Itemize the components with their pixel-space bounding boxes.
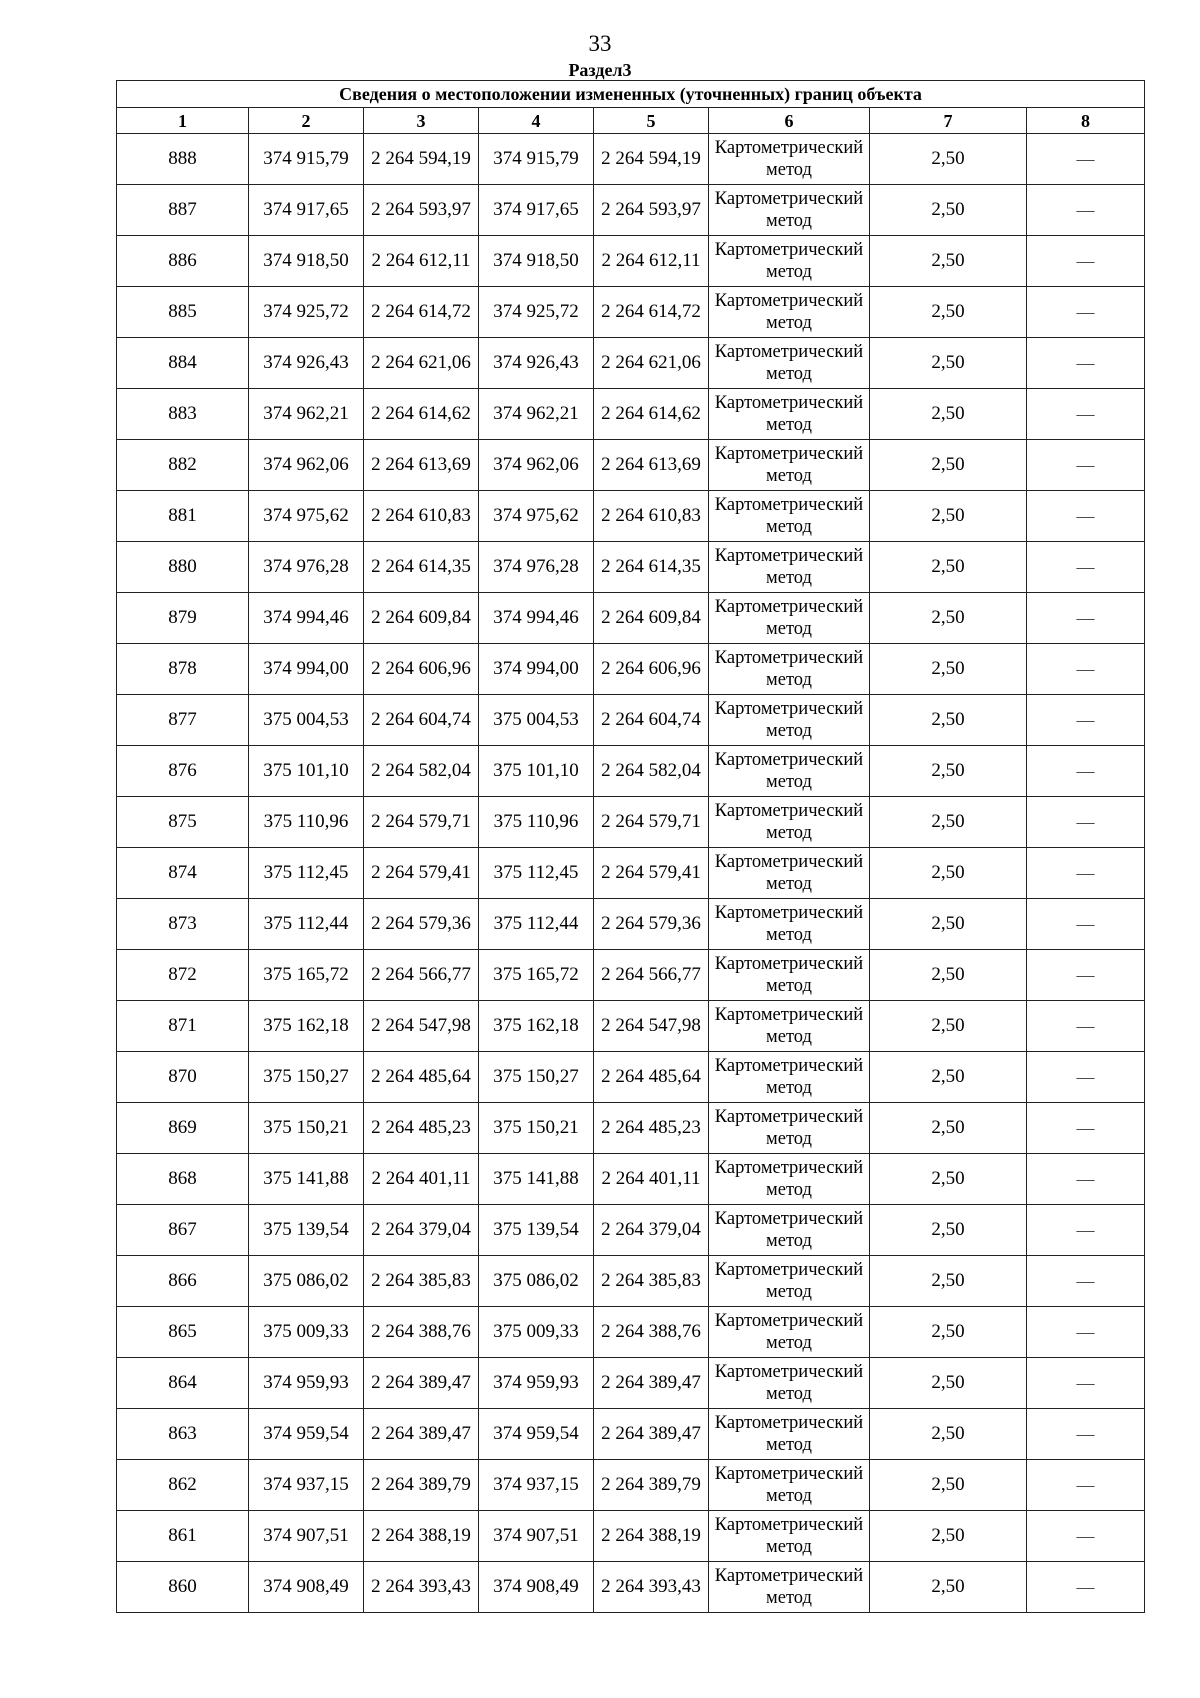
- table-row: [117, 746, 1145, 797]
- accuracy-cell: 2,50: [870, 338, 1027, 389]
- y-refined-cell: 2 264 579,41: [594, 848, 709, 899]
- x-existing-cell: 374 975,62: [249, 491, 364, 542]
- y-existing-cell: 2 264 594,19: [364, 134, 479, 185]
- table-row: [117, 1460, 1145, 1511]
- method-cell: Картометрический метод: [709, 746, 870, 797]
- method-cell: Картометрический метод: [709, 797, 870, 848]
- x-existing-cell: 375 086,02: [249, 1256, 364, 1307]
- table-row: [117, 1205, 1145, 1256]
- x-existing-cell: 374 907,51: [249, 1511, 364, 1562]
- table-row: [117, 338, 1145, 389]
- x-refined-cell: 375 165,72: [479, 950, 594, 1001]
- method-cell: Картометрический метод: [709, 1409, 870, 1460]
- accuracy-cell: 2,50: [870, 644, 1027, 695]
- point-number-cell: 873: [117, 899, 249, 950]
- table-row: [117, 440, 1145, 491]
- x-existing-cell: 375 165,72: [249, 950, 364, 1001]
- accuracy-cell: 2,50: [870, 1409, 1027, 1460]
- section-title: Раздел3: [568, 60, 632, 80]
- description-cell: —: [1027, 644, 1145, 695]
- y-refined-cell: 2 264 393,43: [594, 1562, 709, 1613]
- table-caption-row: [117, 81, 1145, 108]
- table-row: [117, 491, 1145, 542]
- y-existing-cell: 2 264 621,06: [364, 338, 479, 389]
- method-cell: Картометрический метод: [709, 491, 870, 542]
- y-refined-cell: 2 264 379,04: [594, 1205, 709, 1256]
- y-existing-cell: 2 264 579,71: [364, 797, 479, 848]
- method-cell: Картометрический метод: [709, 695, 870, 746]
- x-refined-cell: 374 917,65: [479, 185, 594, 236]
- method-cell: Картометрический метод: [709, 389, 870, 440]
- method-cell: Картометрический метод: [709, 593, 870, 644]
- x-refined-cell: 375 141,88: [479, 1154, 594, 1205]
- x-existing-cell: 374 959,93: [249, 1358, 364, 1409]
- y-refined-cell: 2 264 485,23: [594, 1103, 709, 1154]
- method-cell: Картометрический метод: [709, 440, 870, 491]
- x-refined-cell: 375 112,44: [479, 899, 594, 950]
- description-cell: —: [1027, 1562, 1145, 1613]
- y-existing-cell: 2 264 389,79: [364, 1460, 479, 1511]
- point-number-cell: 877: [117, 695, 249, 746]
- x-existing-cell: 374 908,49: [249, 1562, 364, 1613]
- x-refined-cell: 374 925,72: [479, 287, 594, 338]
- y-existing-cell: 2 264 610,83: [364, 491, 479, 542]
- description-cell: —: [1027, 1001, 1145, 1052]
- point-number-cell: 871: [117, 1001, 249, 1052]
- method-cell: Картометрический метод: [709, 1307, 870, 1358]
- method-cell: Картометрический метод: [709, 899, 870, 950]
- table-row: [117, 185, 1145, 236]
- table-row: [117, 797, 1145, 848]
- x-existing-cell: 374 959,54: [249, 1409, 364, 1460]
- accuracy-cell: 2,50: [870, 542, 1027, 593]
- column-number: 8: [1027, 108, 1145, 134]
- table-row: [117, 542, 1145, 593]
- x-refined-cell: 374 907,51: [479, 1511, 594, 1562]
- y-existing-cell: 2 264 606,96: [364, 644, 479, 695]
- description-cell: —: [1027, 695, 1145, 746]
- accuracy-cell: 2,50: [870, 287, 1027, 338]
- accuracy-cell: 2,50: [870, 1460, 1027, 1511]
- x-existing-cell: 374 962,21: [249, 389, 364, 440]
- table-row: [117, 848, 1145, 899]
- accuracy-cell: 2,50: [870, 1154, 1027, 1205]
- column-number: 7: [870, 108, 1027, 134]
- method-cell: Картометрический метод: [709, 338, 870, 389]
- y-existing-cell: 2 264 609,84: [364, 593, 479, 644]
- method-cell: Картометрический метод: [709, 1358, 870, 1409]
- point-number-cell: 872: [117, 950, 249, 1001]
- x-existing-cell: 374 917,65: [249, 185, 364, 236]
- point-number-cell: 876: [117, 746, 249, 797]
- x-refined-cell: 375 162,18: [479, 1001, 594, 1052]
- point-number-cell: 874: [117, 848, 249, 899]
- method-cell: Картометрический метод: [709, 1460, 870, 1511]
- y-existing-cell: 2 264 614,62: [364, 389, 479, 440]
- method-cell: Картометрический метод: [709, 950, 870, 1001]
- y-refined-cell: 2 264 609,84: [594, 593, 709, 644]
- x-refined-cell: 374 962,06: [479, 440, 594, 491]
- y-refined-cell: 2 264 385,83: [594, 1256, 709, 1307]
- accuracy-cell: 2,50: [870, 797, 1027, 848]
- x-existing-cell: 374 994,46: [249, 593, 364, 644]
- accuracy-cell: 2,50: [870, 440, 1027, 491]
- x-refined-cell: 374 959,93: [479, 1358, 594, 1409]
- y-existing-cell: 2 264 393,43: [364, 1562, 479, 1613]
- x-refined-cell: 375 004,53: [479, 695, 594, 746]
- x-existing-cell: 374 925,72: [249, 287, 364, 338]
- x-existing-cell: 375 150,27: [249, 1052, 364, 1103]
- x-existing-cell: 375 009,33: [249, 1307, 364, 1358]
- column-number: 4: [479, 108, 594, 134]
- y-refined-cell: 2 264 566,77: [594, 950, 709, 1001]
- y-refined-cell: 2 264 604,74: [594, 695, 709, 746]
- x-refined-cell: 374 926,43: [479, 338, 594, 389]
- accuracy-cell: 2,50: [870, 236, 1027, 287]
- column-number: 1: [117, 108, 249, 134]
- table-row: [117, 695, 1145, 746]
- accuracy-cell: 2,50: [870, 1256, 1027, 1307]
- x-existing-cell: 375 141,88: [249, 1154, 364, 1205]
- description-cell: —: [1027, 848, 1145, 899]
- y-refined-cell: 2 264 613,69: [594, 440, 709, 491]
- y-existing-cell: 2 264 485,23: [364, 1103, 479, 1154]
- method-cell: Картометрический метод: [709, 1103, 870, 1154]
- y-existing-cell: 2 264 614,35: [364, 542, 479, 593]
- y-refined-cell: 2 264 614,62: [594, 389, 709, 440]
- x-existing-cell: 375 110,96: [249, 797, 364, 848]
- x-refined-cell: 374 976,28: [479, 542, 594, 593]
- accuracy-cell: 2,50: [870, 134, 1027, 185]
- y-refined-cell: 2 264 485,64: [594, 1052, 709, 1103]
- description-cell: —: [1027, 338, 1145, 389]
- x-existing-cell: 374 918,50: [249, 236, 364, 287]
- y-existing-cell: 2 264 389,47: [364, 1358, 479, 1409]
- description-cell: —: [1027, 491, 1145, 542]
- accuracy-cell: 2,50: [870, 1052, 1027, 1103]
- point-number-cell: 878: [117, 644, 249, 695]
- description-cell: —: [1027, 389, 1145, 440]
- accuracy-cell: 2,50: [870, 848, 1027, 899]
- table-row: [117, 134, 1145, 185]
- accuracy-cell: 2,50: [870, 695, 1027, 746]
- point-number-cell: 864: [117, 1358, 249, 1409]
- point-number-cell: 880: [117, 542, 249, 593]
- table-row: [117, 1511, 1145, 1562]
- table-row: [117, 1256, 1145, 1307]
- point-number-cell: 882: [117, 440, 249, 491]
- table-row: [117, 899, 1145, 950]
- accuracy-cell: 2,50: [870, 1358, 1027, 1409]
- point-number-cell: 885: [117, 287, 249, 338]
- method-cell: Картометрический метод: [709, 287, 870, 338]
- y-existing-cell: 2 264 613,69: [364, 440, 479, 491]
- description-cell: —: [1027, 950, 1145, 1001]
- accuracy-cell: 2,50: [870, 1511, 1027, 1562]
- accuracy-cell: 2,50: [870, 746, 1027, 797]
- x-refined-cell: 375 086,02: [479, 1256, 594, 1307]
- x-existing-cell: 374 937,15: [249, 1460, 364, 1511]
- y-refined-cell: 2 264 614,35: [594, 542, 709, 593]
- table-row: [117, 644, 1145, 695]
- x-existing-cell: 374 976,28: [249, 542, 364, 593]
- boundary-coordinates-table: [116, 80, 1145, 1613]
- y-refined-cell: 2 264 389,47: [594, 1409, 709, 1460]
- page-number: 33: [588, 31, 612, 56]
- x-refined-cell: 375 112,45: [479, 848, 594, 899]
- point-number-cell: 862: [117, 1460, 249, 1511]
- table-row: [117, 1154, 1145, 1205]
- method-cell: Картометрический метод: [709, 1001, 870, 1052]
- x-existing-cell: 375 150,21: [249, 1103, 364, 1154]
- y-refined-cell: 2 264 610,83: [594, 491, 709, 542]
- method-cell: Картометрический метод: [709, 236, 870, 287]
- description-cell: —: [1027, 1409, 1145, 1460]
- x-refined-cell: 374 994,46: [479, 593, 594, 644]
- method-cell: Картометрический метод: [709, 185, 870, 236]
- y-refined-cell: 2 264 547,98: [594, 1001, 709, 1052]
- y-existing-cell: 2 264 614,72: [364, 287, 479, 338]
- x-existing-cell: 375 004,53: [249, 695, 364, 746]
- point-number-cell: 887: [117, 185, 249, 236]
- method-cell: Картометрический метод: [709, 1205, 870, 1256]
- table-row: [117, 1103, 1145, 1154]
- x-refined-cell: 374 915,79: [479, 134, 594, 185]
- x-refined-cell: 374 918,50: [479, 236, 594, 287]
- y-existing-cell: 2 264 566,77: [364, 950, 479, 1001]
- y-refined-cell: 2 264 606,96: [594, 644, 709, 695]
- x-existing-cell: 375 101,10: [249, 746, 364, 797]
- y-refined-cell: 2 264 401,11: [594, 1154, 709, 1205]
- table-row: [117, 1358, 1145, 1409]
- y-existing-cell: 2 264 389,47: [364, 1409, 479, 1460]
- y-existing-cell: 2 264 604,74: [364, 695, 479, 746]
- description-cell: —: [1027, 185, 1145, 236]
- x-refined-cell: 375 150,21: [479, 1103, 594, 1154]
- accuracy-cell: 2,50: [870, 185, 1027, 236]
- description-cell: —: [1027, 593, 1145, 644]
- description-cell: —: [1027, 1103, 1145, 1154]
- x-existing-cell: 374 926,43: [249, 338, 364, 389]
- x-refined-cell: 375 110,96: [479, 797, 594, 848]
- x-existing-cell: 374 962,06: [249, 440, 364, 491]
- table-row: [117, 287, 1145, 338]
- y-existing-cell: 2 264 579,41: [364, 848, 479, 899]
- description-cell: —: [1027, 287, 1145, 338]
- method-cell: Картометрический метод: [709, 1256, 870, 1307]
- accuracy-cell: 2,50: [870, 950, 1027, 1001]
- x-refined-cell: 375 009,33: [479, 1307, 594, 1358]
- y-existing-cell: 2 264 582,04: [364, 746, 479, 797]
- x-existing-cell: 375 112,44: [249, 899, 364, 950]
- y-existing-cell: 2 264 593,97: [364, 185, 479, 236]
- method-cell: Картометрический метод: [709, 134, 870, 185]
- point-number-cell: 865: [117, 1307, 249, 1358]
- description-cell: —: [1027, 236, 1145, 287]
- y-refined-cell: 2 264 389,47: [594, 1358, 709, 1409]
- description-cell: —: [1027, 899, 1145, 950]
- method-cell: Картометрический метод: [709, 1562, 870, 1613]
- y-refined-cell: 2 264 582,04: [594, 746, 709, 797]
- method-cell: Картометрический метод: [709, 1052, 870, 1103]
- point-number-cell: 867: [117, 1205, 249, 1256]
- x-existing-cell: 374 915,79: [249, 134, 364, 185]
- point-number-cell: 870: [117, 1052, 249, 1103]
- point-number-cell: 869: [117, 1103, 249, 1154]
- accuracy-cell: 2,50: [870, 389, 1027, 440]
- y-refined-cell: 2 264 579,71: [594, 797, 709, 848]
- description-cell: —: [1027, 1205, 1145, 1256]
- description-cell: —: [1027, 134, 1145, 185]
- x-existing-cell: 375 112,45: [249, 848, 364, 899]
- column-number: 5: [594, 108, 709, 134]
- x-refined-cell: 375 139,54: [479, 1205, 594, 1256]
- point-number-cell: 861: [117, 1511, 249, 1562]
- y-refined-cell: 2 264 614,72: [594, 287, 709, 338]
- description-cell: —: [1027, 542, 1145, 593]
- point-number-cell: 881: [117, 491, 249, 542]
- x-existing-cell: 374 994,00: [249, 644, 364, 695]
- x-refined-cell: 374 937,15: [479, 1460, 594, 1511]
- table-body: [117, 134, 1145, 1613]
- table-row: [117, 1052, 1145, 1103]
- description-cell: —: [1027, 797, 1145, 848]
- point-number-cell: 863: [117, 1409, 249, 1460]
- method-cell: Картометрический метод: [709, 1154, 870, 1205]
- x-refined-cell: 374 908,49: [479, 1562, 594, 1613]
- point-number-cell: 866: [117, 1256, 249, 1307]
- y-existing-cell: 2 264 385,83: [364, 1256, 479, 1307]
- y-existing-cell: 2 264 547,98: [364, 1001, 479, 1052]
- table-row: [117, 1562, 1145, 1613]
- description-cell: —: [1027, 1307, 1145, 1358]
- table-row: [117, 389, 1145, 440]
- table-row: [117, 950, 1145, 1001]
- y-refined-cell: 2 264 621,06: [594, 338, 709, 389]
- y-existing-cell: 2 264 388,76: [364, 1307, 479, 1358]
- x-refined-cell: 374 962,21: [479, 389, 594, 440]
- x-refined-cell: 374 975,62: [479, 491, 594, 542]
- accuracy-cell: 2,50: [870, 1205, 1027, 1256]
- accuracy-cell: 2,50: [870, 1001, 1027, 1052]
- table-row: [117, 593, 1145, 644]
- x-existing-cell: 375 139,54: [249, 1205, 364, 1256]
- y-refined-cell: 2 264 388,76: [594, 1307, 709, 1358]
- y-refined-cell: 2 264 389,79: [594, 1460, 709, 1511]
- column-number: 6: [709, 108, 870, 134]
- description-cell: —: [1027, 1256, 1145, 1307]
- point-number-cell: 879: [117, 593, 249, 644]
- table-row: [117, 1001, 1145, 1052]
- method-cell: Картометрический метод: [709, 542, 870, 593]
- y-existing-cell: 2 264 485,64: [364, 1052, 479, 1103]
- description-cell: —: [1027, 1460, 1145, 1511]
- table-row: [117, 1409, 1145, 1460]
- accuracy-cell: 2,50: [870, 1562, 1027, 1613]
- description-cell: —: [1027, 1154, 1145, 1205]
- point-number-cell: 888: [117, 134, 249, 185]
- y-existing-cell: 2 264 388,19: [364, 1511, 479, 1562]
- table-caption: Сведения о местоположении измененных (уточненных) границ объекта: [117, 81, 1145, 108]
- point-number-cell: 875: [117, 797, 249, 848]
- point-number-cell: 886: [117, 236, 249, 287]
- description-cell: —: [1027, 440, 1145, 491]
- y-existing-cell: 2 264 379,04: [364, 1205, 479, 1256]
- accuracy-cell: 2,50: [870, 1307, 1027, 1358]
- y-refined-cell: 2 264 594,19: [594, 134, 709, 185]
- point-number-cell: 860: [117, 1562, 249, 1613]
- accuracy-cell: 2,50: [870, 899, 1027, 950]
- table-row: [117, 1307, 1145, 1358]
- y-refined-cell: 2 264 579,36: [594, 899, 709, 950]
- column-number: 2: [249, 108, 364, 134]
- y-existing-cell: 2 264 579,36: [364, 899, 479, 950]
- column-number-row: [117, 108, 1145, 134]
- description-cell: —: [1027, 1358, 1145, 1409]
- x-refined-cell: 374 959,54: [479, 1409, 594, 1460]
- point-number-cell: 883: [117, 389, 249, 440]
- table-row: [117, 236, 1145, 287]
- y-refined-cell: 2 264 388,19: [594, 1511, 709, 1562]
- method-cell: Картометрический метод: [709, 1511, 870, 1562]
- x-refined-cell: 374 994,00: [479, 644, 594, 695]
- x-existing-cell: 375 162,18: [249, 1001, 364, 1052]
- accuracy-cell: 2,50: [870, 491, 1027, 542]
- method-cell: Картометрический метод: [709, 848, 870, 899]
- method-cell: Картометрический метод: [709, 644, 870, 695]
- y-refined-cell: 2 264 593,97: [594, 185, 709, 236]
- description-cell: —: [1027, 746, 1145, 797]
- y-existing-cell: 2 264 612,11: [364, 236, 479, 287]
- point-number-cell: 868: [117, 1154, 249, 1205]
- description-cell: —: [1027, 1511, 1145, 1562]
- x-refined-cell: 375 101,10: [479, 746, 594, 797]
- y-existing-cell: 2 264 401,11: [364, 1154, 479, 1205]
- accuracy-cell: 2,50: [870, 1103, 1027, 1154]
- y-refined-cell: 2 264 612,11: [594, 236, 709, 287]
- x-refined-cell: 375 150,27: [479, 1052, 594, 1103]
- accuracy-cell: 2,50: [870, 593, 1027, 644]
- column-number: 3: [364, 108, 479, 134]
- point-number-cell: 884: [117, 338, 249, 389]
- description-cell: —: [1027, 1052, 1145, 1103]
